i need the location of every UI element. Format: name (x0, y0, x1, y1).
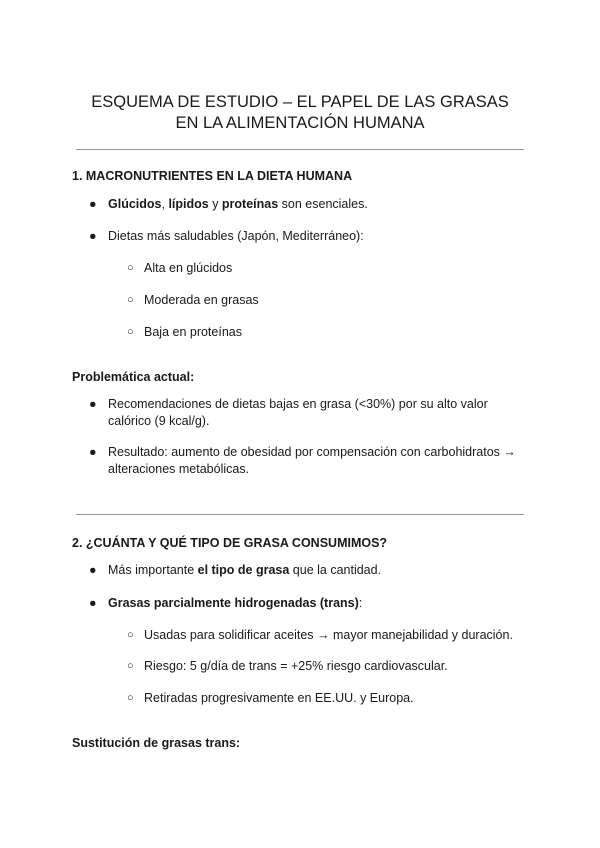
text: y (208, 197, 222, 211)
list-item (89, 562, 528, 579)
bullet-icon: ● (89, 397, 97, 411)
bold-term: Grasas parcialmente hidrogenadas (trans) (108, 596, 359, 610)
bold-term: Glúcidos (108, 197, 162, 211)
bullet-icon: ● (89, 197, 97, 211)
section-1-heading: 1. MACRONUTRIENTES EN LA DIETA HUMANA (72, 169, 353, 183)
text: Más importante (108, 563, 198, 577)
section-2-heading: 2. ¿CUÁNTA Y QUÉ TIPO DE GRASA CONSUMIMOS? (72, 536, 388, 550)
sub-list-item (127, 658, 528, 675)
problematica-heading: Problemática actual: (72, 370, 195, 384)
sustitucion-heading: Sustitución de grasas trans: (72, 736, 241, 750)
list-item (89, 228, 528, 245)
hollow-bullet-icon: ○ (127, 692, 134, 704)
bullet-icon: ● (89, 596, 97, 610)
hollow-bullet-icon: ○ (127, 629, 134, 641)
list-item-text: Resultado: aumento de obesidad por compensación con carbohidratos → alteraciones metabólicas. (108, 445, 516, 476)
title-line-1: ESQUEMA DE ESTUDIO – EL PAPEL DE LAS GRASAS (91, 93, 509, 111)
text: son esenciales. (278, 197, 368, 211)
sub-list-item (127, 260, 528, 277)
bold-term: el tipo de grasa (197, 563, 290, 577)
sub-list-item-text: Moderada en grasas (144, 293, 259, 307)
sub-list-item (127, 627, 528, 644)
bold-term: proteínas (221, 197, 279, 211)
bullet-icon: ● (89, 563, 97, 577)
bold-term: lípidos (168, 197, 209, 211)
divider (76, 149, 524, 150)
hollow-bullet-icon: ○ (127, 262, 134, 274)
list-item (89, 196, 528, 213)
title-line-2: EN LA ALIMENTACIÓN HUMANA (175, 114, 425, 132)
sub-list-item-text: Retiradas progresivamente en EE.UU. y Europa. (144, 691, 414, 705)
sub-list-item-text: Alta en glúcidos (144, 261, 233, 275)
sub-list-item-text: Riesgo: 5 g/día de trans = +25% riesgo cardiovascular. (144, 659, 448, 673)
text: que la cantidad. (289, 563, 382, 577)
list-item (89, 595, 528, 612)
list-item-text: Recomendaciones de dietas bajas en grasa (<30%) por su alto valor calórico (9 kcal/g). (108, 397, 488, 428)
divider (76, 514, 524, 515)
hollow-bullet-icon: ○ (127, 660, 134, 672)
sub-list-item-text: Usadas para solidificar aceites → mayor manejabilidad y duración. (144, 628, 513, 642)
list-item (89, 396, 528, 430)
sub-list-item (127, 292, 528, 309)
list-item (89, 444, 528, 478)
hollow-bullet-icon: ○ (127, 294, 134, 306)
document-title (0, 92, 600, 134)
sub-list-item (127, 690, 528, 707)
bullet-icon: ● (89, 229, 97, 243)
bullet-icon: ● (89, 445, 97, 459)
text: , (161, 197, 169, 211)
sub-list-item-text: Baja en proteínas (144, 325, 242, 339)
text: : (358, 596, 363, 610)
sub-list-item (127, 324, 528, 341)
hollow-bullet-icon: ○ (127, 326, 134, 338)
list-item-text: Dietas más saludables (Japón, Mediterráneo): (108, 229, 364, 243)
